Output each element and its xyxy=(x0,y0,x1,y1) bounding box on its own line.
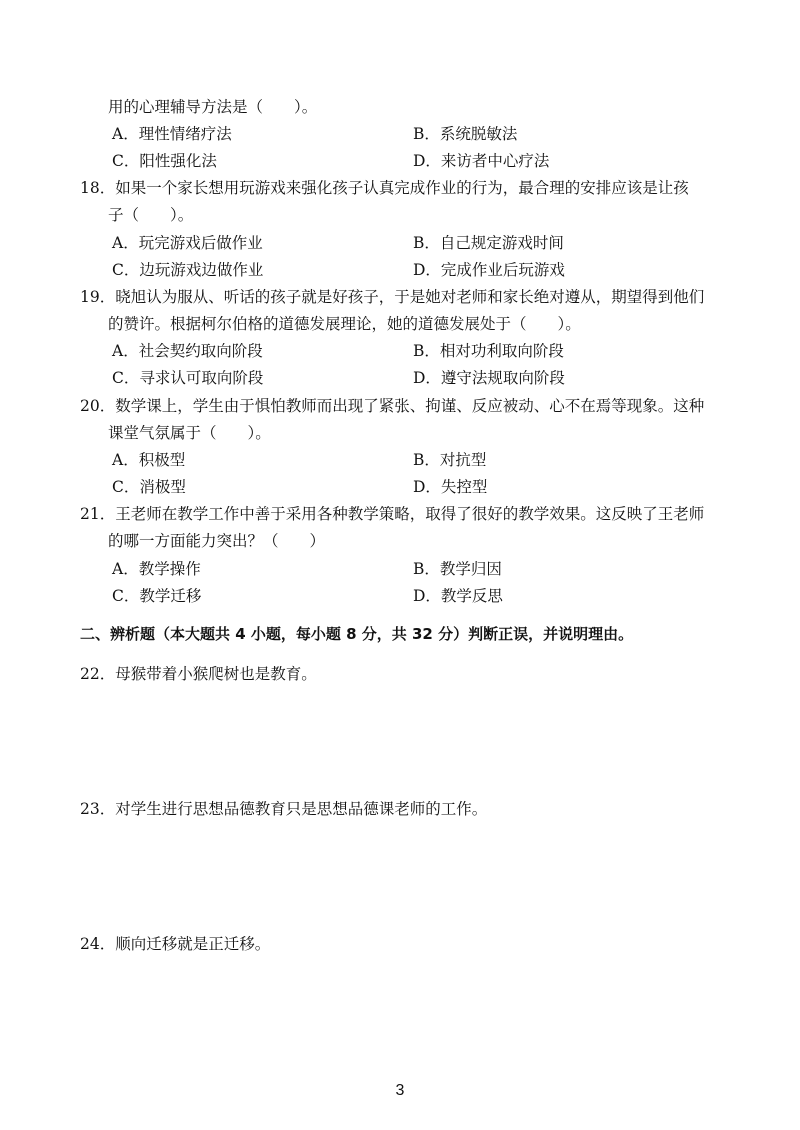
q21-stem-line2: 的哪一方面能力突出？（ ） xyxy=(108,532,326,550)
q17-stem-tail: 用的心理辅导方法是（ ）。 xyxy=(108,98,318,116)
q20-stem-line1: 20．数学课上，学生由于惧怕教师而出现了紧张、拘谨、反应被动、心不在焉等现象。这种 xyxy=(80,397,705,415)
q21-option-d: D．教学反思 xyxy=(413,587,503,605)
q23-text: 23．对学生进行思想品德教育只是思想品德课老师的工作。 xyxy=(80,800,488,818)
q18-option-c: C．边玩游戏边做作业 xyxy=(112,261,264,279)
q21-option-b: B．教学归因 xyxy=(413,560,502,578)
q19-option-a: A．社会契约取向阶段 xyxy=(112,342,263,360)
q20-stem-line2: 课堂气氛属于（ ）。 xyxy=(108,424,271,442)
q20-option-a: A．积极型 xyxy=(112,451,186,469)
q19-stem-line1: 19．晓旭认为服从、听话的孩子就是好孩子，于是她对老师和家长绝对遵从，期望得到他们 xyxy=(80,288,705,306)
section-heading: 二、辨析题（本大题共 4 小题，每小题 8 分，共 32 分）判断正误，并说明理由。 xyxy=(80,625,634,643)
q24-text: 24．顺向迁移就是正迁移。 xyxy=(80,935,271,953)
q17-option-c: C．阳性强化法 xyxy=(112,152,217,170)
q17-option-d: D．来访者中心疗法 xyxy=(413,152,550,170)
q19-stem-line2: 的赞许。根据柯尔伯格的道德发展理论，她的道德发展处于（ ）。 xyxy=(108,315,581,333)
q17-option-a: A．理性情绪疗法 xyxy=(112,125,232,143)
q20-option-c: C．消极型 xyxy=(112,478,186,496)
q21-option-a: A．教学操作 xyxy=(112,560,201,578)
q21-option-c: C．教学迁移 xyxy=(112,587,202,605)
q18-option-b: B．自己规定游戏时间 xyxy=(413,234,564,252)
q21-stem-line1: 21．王老师在教学工作中善于采用各种教学策略，取得了很好的教学效果。这反映了王老师 xyxy=(80,505,705,523)
q18-option-d: D．完成作业后玩游戏 xyxy=(413,261,565,279)
q17-option-b: B．系统脱敏法 xyxy=(413,125,518,143)
q20-option-b: B．对抗型 xyxy=(413,451,487,469)
q22-text: 22．母猴带着小猴爬树也是教育。 xyxy=(80,665,317,683)
q18-stem-line1: 18．如果一个家长想用玩游戏来强化孩子认真完成作业的行为，最合理的安排应该是让孩 xyxy=(80,179,689,197)
q19-option-c: C．寻求认可取向阶段 xyxy=(112,369,264,387)
q20-option-d: D．失控型 xyxy=(413,478,488,496)
q18-stem-line2: 子（ ）。 xyxy=(108,206,194,224)
q19-option-b: B．相对功利取向阶段 xyxy=(413,342,564,360)
q19-option-d: D．遵守法规取向阶段 xyxy=(413,369,565,387)
page-number: 3 xyxy=(395,1082,405,1099)
q18-option-a: A．玩完游戏后做作业 xyxy=(112,234,263,252)
